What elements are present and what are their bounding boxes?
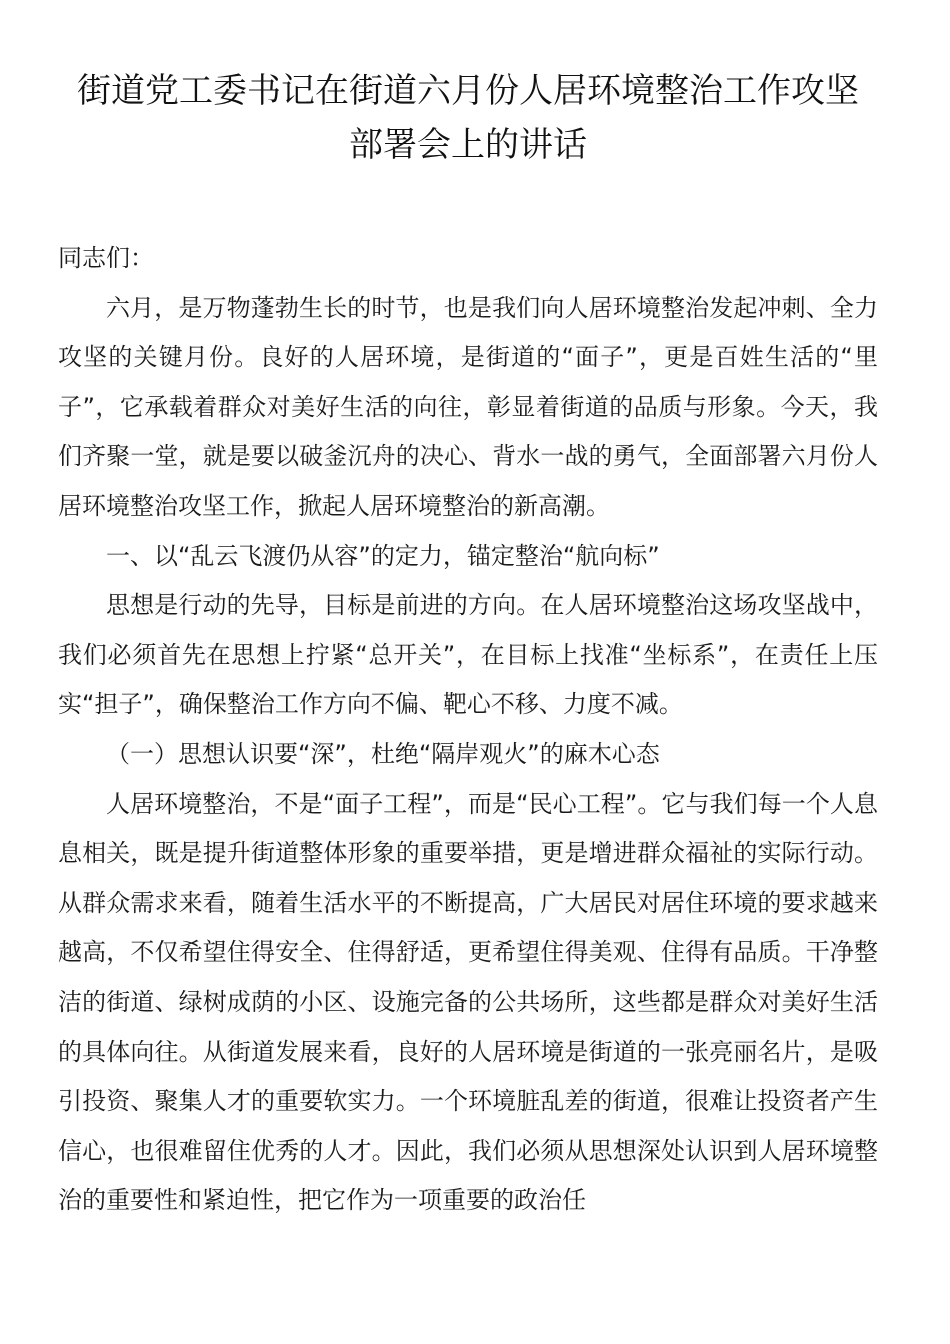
document-body	[58, 234, 878, 1226]
title-line-2: 部署会上的讲话	[349, 125, 587, 165]
document-page	[58, 64, 878, 1226]
paragraph-intro: 六月，是万物蓬勃生长的时节，也是我们向人居环境整治发起冲刺、全力攻坚的关键月份。良好的人居环境，是街道的“面子”，更是百姓生活的“里子”，它承载着群众对美好生活的向往，彰显着街道的品质与形象。今天，我们齐聚一堂，就是要以破釜沉舟的决心、背水一战的勇气，全面部署六月份人居环境整治攻坚工作，掀起人居环境整治的新高潮。	[58, 293, 878, 520]
title-line-1: 街道党工委书记在街道六月份人居环境整治工作攻坚	[77, 71, 859, 111]
paragraph-subsection-1: 人居环境整治，不是“面子工程”，而是“民心工程”。它与我们每一个人息息相关，既是提升街道整体形象的重要举措，更是增进群众福祉的实际行动。从群众需求来看，随着生活水平的不断提高，广大居民对居住环境的要求越来越高，不仅希望住得安全、住得舒适，更希望住得美观、住得有品质。干净整洁的街道、绿树成荫的小区、设施完备的公共场所，这些都是群众对美好生活的具体向往。从街道发展来看，良好的人居环境是街道的一张亮丽名片，是吸引投资、聚集人才的重要软实力。一个环境脏乱差的街道，很难让投资者产生信心，也很难留住优秀的人才。因此，我们必须从思想深处认识到人居环境整治的重要性和紧迫性，把它作为一项重要的政治任	[58, 789, 878, 1215]
salutation: 同志们：	[58, 244, 154, 272]
paragraph-section-1: 思想是行动的先导，目标是前进的方向。在人居环境整治这场攻坚战中，我们必须首先在思想上拧紧“总开关”，在目标上找准“坐标系”，在责任上压实“担子”，确保整治工作方向不偏、靶心不移、力度不减。	[58, 591, 878, 719]
subsection-heading-1: （一）思想认识要“深”，杜绝“隔岸观火”的麻木心态	[106, 739, 660, 768]
section-heading-1: 一、以“乱云飞渡仍从容”的定力，锚定整治“航向标”	[106, 541, 660, 570]
document-title	[58, 64, 878, 172]
